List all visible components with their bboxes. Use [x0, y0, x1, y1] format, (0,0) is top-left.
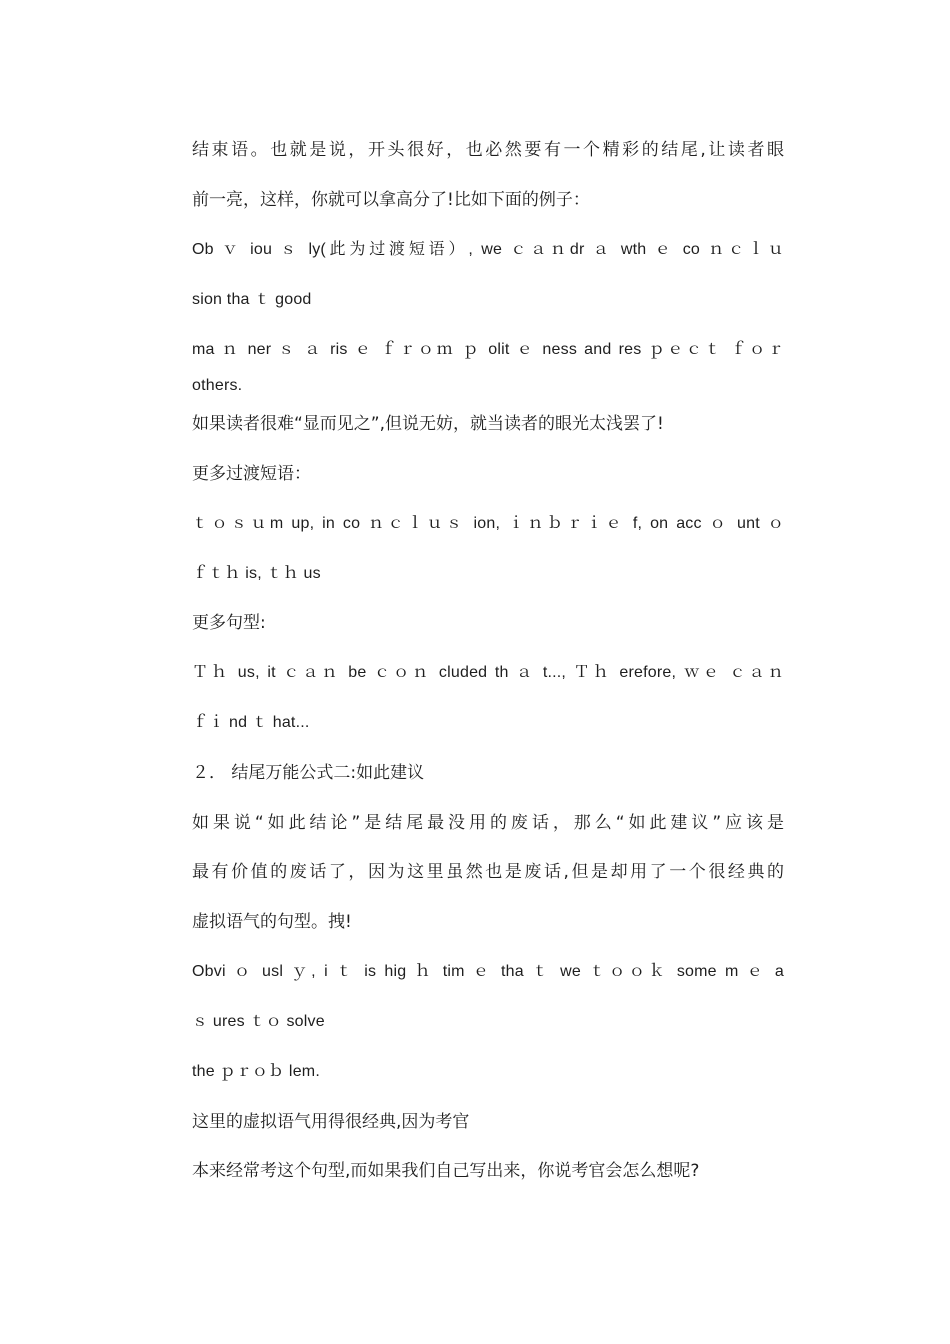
paragraph-line: others.	[192, 377, 243, 394]
paragraph-line: ｔｏｓｕm up, in co ｎｃｌｕｓ ion, ｉｎｂｒｉｅ f, on acc ｏ unt ｏ	[192, 515, 784, 532]
paragraph-line: Ｔｈ us, it ｃａｎ be ｃｏｎ cluded th ａ t..., Ｔｈ erefore, ｗｅ ｃａｎ	[192, 664, 784, 681]
paragraph-line: sion tha ｔ good	[192, 291, 312, 308]
paragraph-line: ｆｉ nd ｔ hat...	[192, 714, 310, 731]
paragraph-line: 如果读者很难“显而见之”,但说无妨，就当读者的眼光太浅罢了!	[192, 414, 664, 434]
paragraph-line: Ob ｖ iou ｓ ly(此为过渡短语）, we ｃａｎdr ａ wth ｅ co ｎｃｌｕ	[192, 241, 784, 258]
paragraph-line: Obvi ｏ usl ｙ, i ｔ is hig ｈ tim ｅ tha ｔ we ｔｏｏｋ some m ｅ a	[192, 963, 784, 980]
paragraph-line: 如果说“如此结论”是结尾最没用的废话，那么“如此建议”应该是	[192, 813, 784, 833]
paragraph-line: 这里的虚拟语气用得很经典,因为考官	[192, 1112, 470, 1132]
paragraph-line: 更多过渡短语：	[192, 464, 311, 484]
paragraph-line: 本来经常考这个句型,而如果我们自己写出来，你说考官会怎么想呢?	[192, 1161, 700, 1181]
paragraph-line: 虚拟语气的句型。拽!	[192, 912, 352, 932]
paragraph-line: 更多句型:	[192, 613, 266, 633]
paragraph-line: ｆｔｈ is, ｔｈ us	[192, 565, 321, 582]
paragraph-line: 最有价值的废话了，因为这里虽然也是废话,但是却用了一个很经典的	[192, 862, 784, 882]
paragraph-line: ma ｎ ner ｓ ａ ris ｅ ｆｒｏｍ ｐ olit ｅ ness and res ｐｅｃｔ ｆｏｒ	[192, 341, 784, 358]
paragraph-line: the ｐｒｏｂ lem.	[192, 1063, 320, 1080]
section-heading: ２． 结尾万能公式二:如此建议	[192, 763, 425, 783]
paragraph-line: 前一亮，这样，你就可以拿高分了!比如下面的例子：	[192, 190, 590, 210]
paragraph-line: 结束语。也就是说，开头很好，也必然要有一个精彩的结尾,让读者眼	[192, 140, 784, 160]
paragraph-line: ｓ ures ｔｏ solve	[192, 1013, 325, 1030]
